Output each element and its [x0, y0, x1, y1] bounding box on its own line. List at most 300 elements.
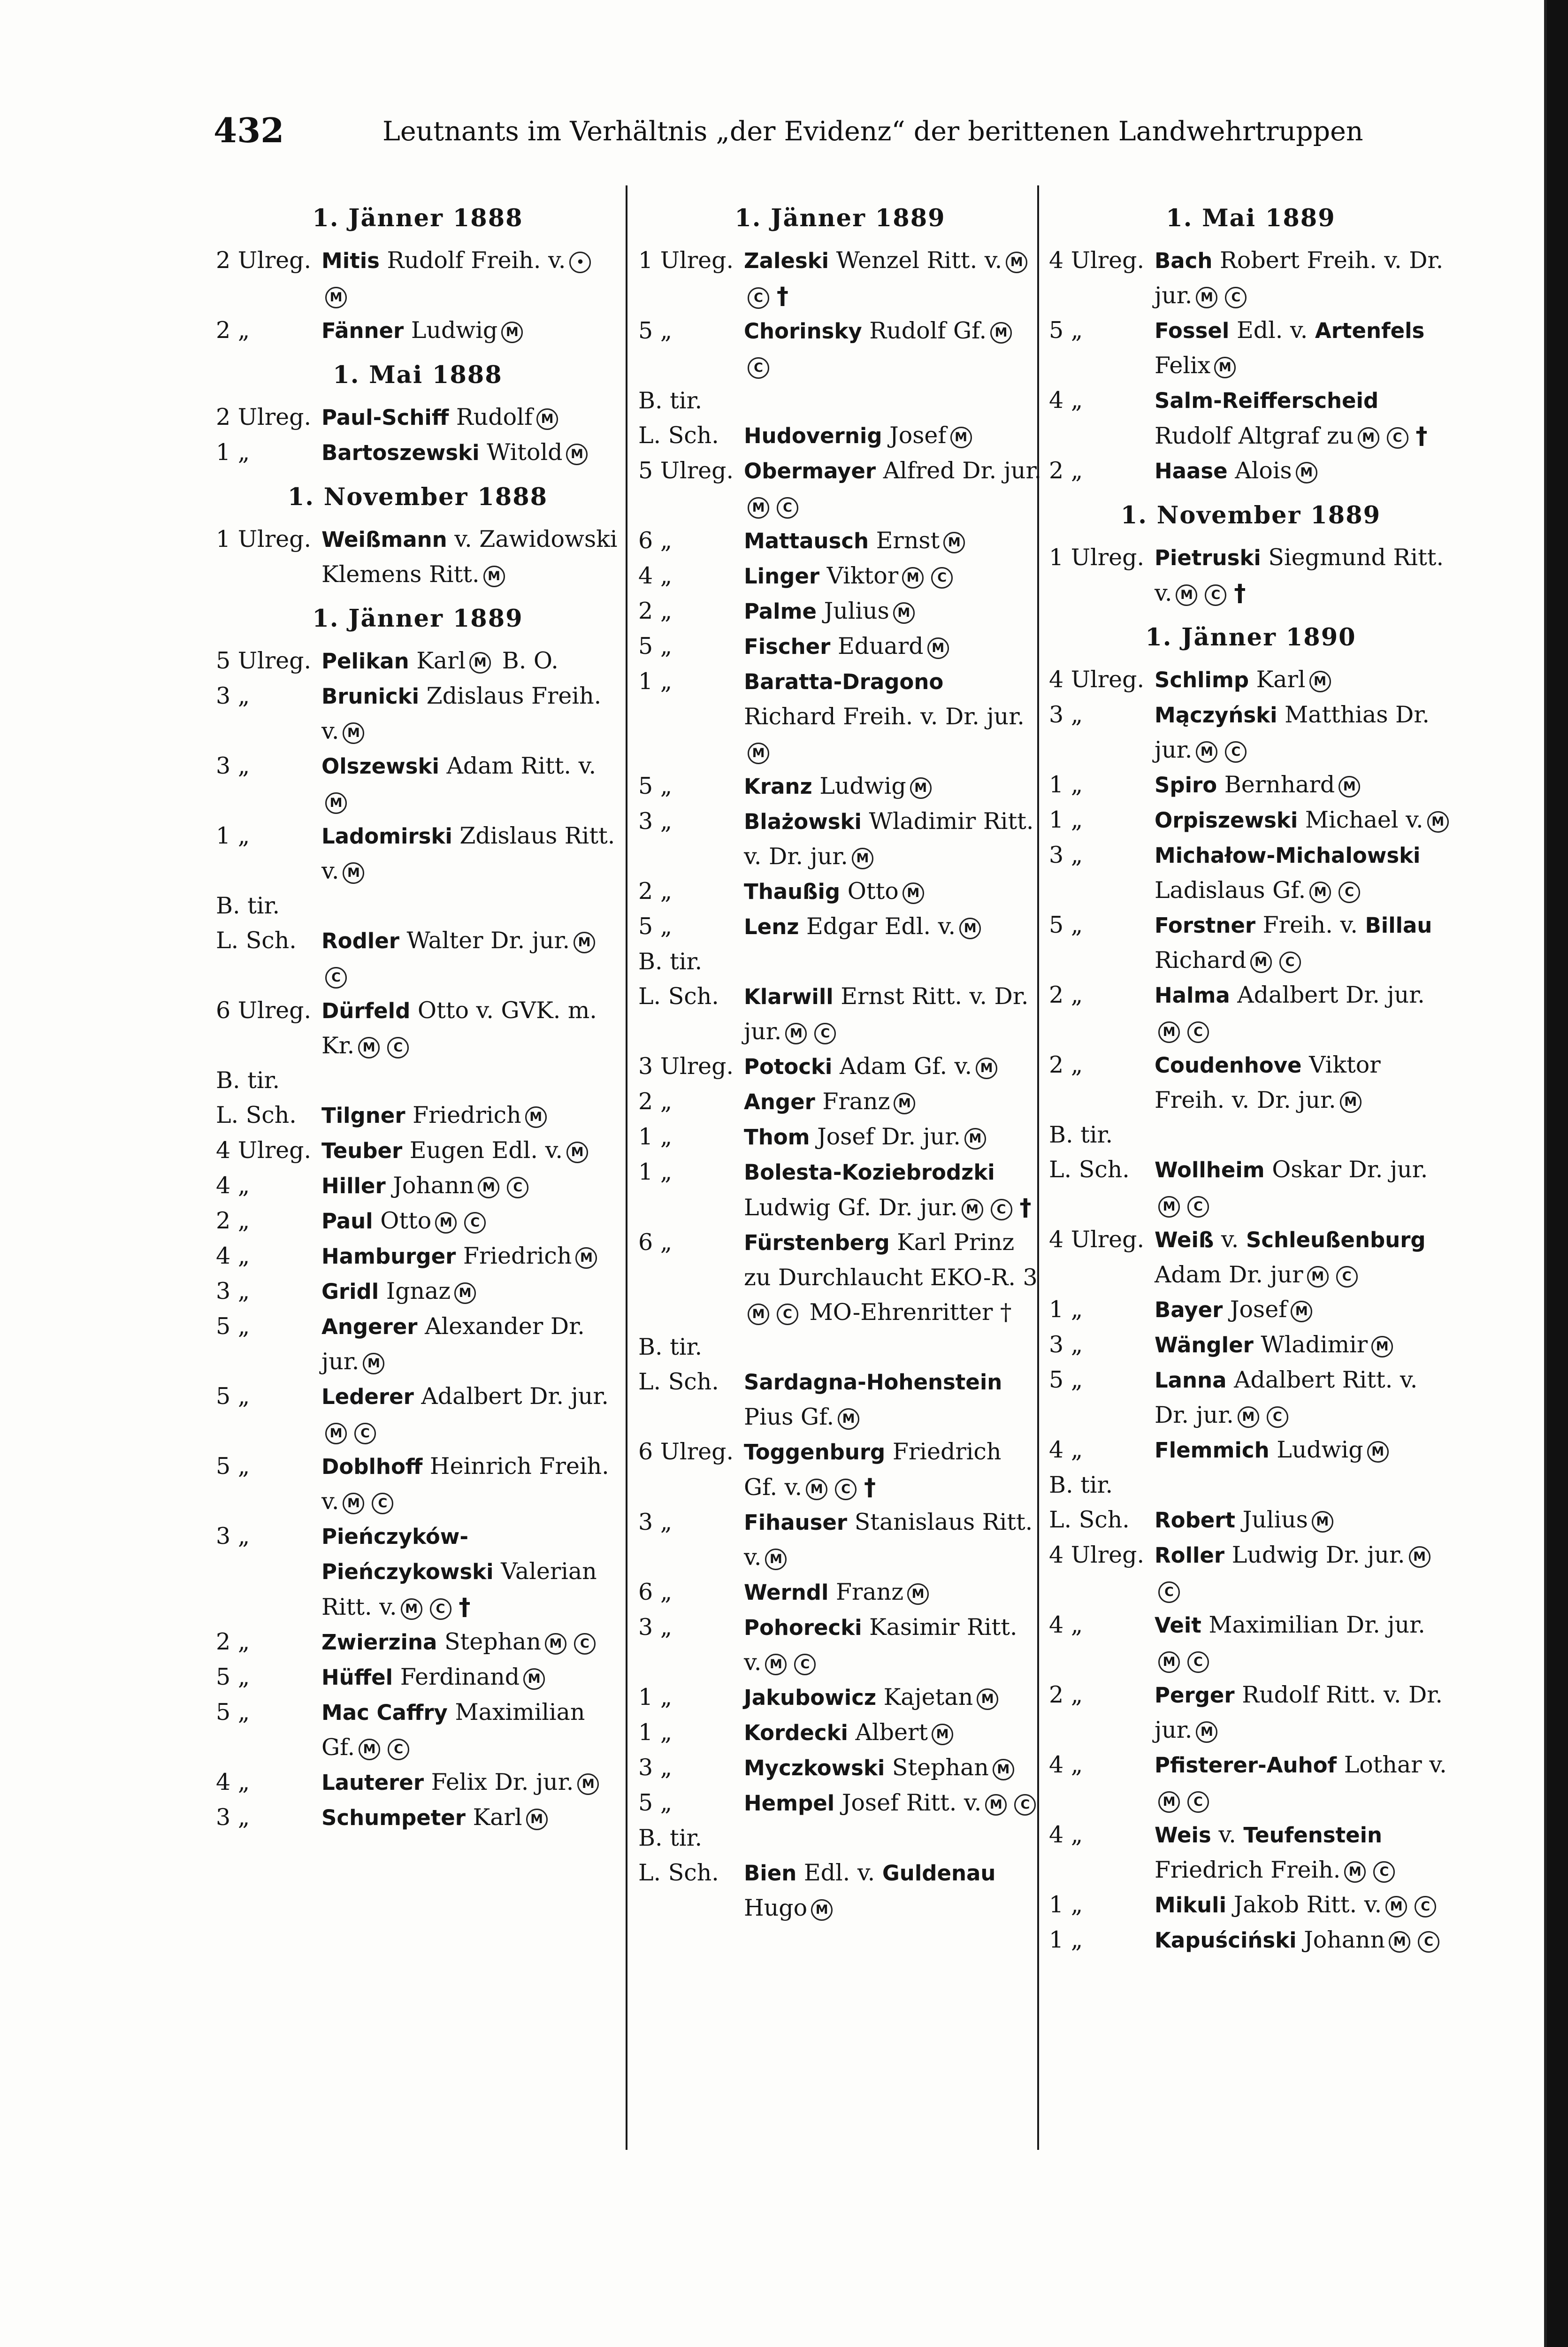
surname: Bien	[744, 1861, 797, 1886]
surname: Weiß	[1155, 1227, 1214, 1252]
cross-icon: †	[1019, 1194, 1032, 1221]
entry-text	[744, 243, 1042, 314]
medal-m-icon: M	[962, 1199, 983, 1220]
list-item	[1049, 767, 1453, 803]
medal-m-icon: M	[1158, 1791, 1180, 1813]
unit-number: B. tir.	[638, 1825, 703, 1851]
given-name: Friedrich Freih.	[1155, 1856, 1341, 1883]
surname: Lenz	[744, 914, 799, 939]
list-item	[638, 1786, 1042, 1821]
medal-m-icon: M	[1176, 584, 1197, 606]
list-item	[638, 1365, 1042, 1434]
medal-m-icon: M	[536, 408, 558, 430]
surname-suffix: Teufenstein	[1243, 1823, 1383, 1848]
unit-number: 4 „	[1049, 1821, 1083, 1848]
copyright-c-icon: C	[1415, 1896, 1436, 1917]
surname: Fihauser	[744, 1510, 848, 1535]
surname-suffix: Guldenau	[882, 1861, 996, 1886]
given-name: Karl	[1256, 666, 1306, 693]
given-name: Edl. v.	[803, 1859, 875, 1886]
given-name: Stanislaus Ritt. v.	[744, 1509, 1033, 1571]
entry-text	[1155, 1818, 1453, 1887]
given-name: Heinrich Freih. v.	[321, 1453, 609, 1515]
list-item	[216, 923, 620, 993]
entry-text	[744, 1155, 1042, 1225]
copyright-c-icon: C	[1418, 1931, 1439, 1953]
copyright-c-icon: C	[507, 1177, 528, 1198]
entry-text	[321, 889, 620, 923]
unit-number: 2 „	[1049, 1051, 1083, 1078]
entry-text	[744, 769, 1042, 804]
list-item	[216, 435, 620, 470]
given-name: Josef Ritt. v.	[841, 1789, 982, 1816]
entry-text	[744, 1750, 1042, 1786]
unit-number: 1 „	[1049, 806, 1083, 833]
column-right	[1049, 202, 1453, 1958]
copyright-c-icon: C	[814, 1023, 836, 1044]
surname: Bolesta-Koziebrodzki	[744, 1160, 995, 1185]
unit-number: 3 „	[638, 1614, 673, 1641]
medal-m-icon: M	[363, 1353, 384, 1374]
medal-m-icon: M	[1409, 1546, 1430, 1568]
list-item	[638, 1680, 1042, 1715]
unit-number: 1 „	[638, 1719, 673, 1746]
medal-m-icon: M	[893, 602, 915, 624]
unit-number: B. tir.	[1049, 1121, 1113, 1148]
list-item	[216, 1309, 620, 1379]
surname: Pelikan	[321, 649, 409, 674]
surname: Fürstenberg	[744, 1230, 890, 1255]
given-name: Adam Ritt. v.	[446, 752, 597, 779]
surname: Schlimp	[1155, 667, 1249, 692]
surname: Potocki	[744, 1054, 833, 1079]
medal-m-icon: M	[1158, 1021, 1180, 1043]
unit-number: 4 „	[1049, 387, 1083, 414]
entry-text	[744, 1680, 1042, 1715]
unit-number: 5 „	[216, 1313, 250, 1340]
given-name: Eduard	[837, 633, 924, 660]
surname: Mitis	[321, 248, 380, 273]
entry-text	[321, 1379, 620, 1449]
medal-m-icon: M	[501, 322, 523, 343]
medal-m-icon: M	[545, 1633, 566, 1655]
list-item	[1049, 838, 1453, 908]
medal-m-icon: M	[1367, 1441, 1389, 1463]
unit-number: 2 „	[1049, 457, 1083, 484]
copyright-c-icon: C	[1158, 1581, 1180, 1603]
medal-m-icon: M	[1385, 1896, 1407, 1917]
list-item	[216, 1449, 620, 1519]
given-name: Rudolf Gf.	[869, 317, 987, 344]
list-item	[638, 769, 1042, 804]
surname: Werndl	[744, 1580, 829, 1605]
list-item	[1049, 1468, 1453, 1503]
surname: Hudovernig	[744, 423, 882, 448]
column-left	[216, 202, 620, 1835]
medal-m-icon: M	[1196, 287, 1217, 308]
list-item	[216, 1660, 620, 1695]
medal-m-icon: M	[964, 1128, 986, 1150]
medal-m-icon: M	[1312, 1511, 1333, 1533]
list-item	[638, 804, 1042, 874]
copyright-c-icon: C	[354, 1423, 376, 1444]
list-item	[638, 1330, 1042, 1365]
entry-text	[1155, 838, 1453, 908]
list-item	[638, 1821, 1042, 1856]
entry-text	[1155, 1887, 1453, 1923]
copyright-c-icon: C	[1267, 1406, 1288, 1428]
surname: Coudenhove	[1155, 1053, 1302, 1078]
medal-m-icon: M	[1238, 1406, 1259, 1428]
entry-text	[321, 1625, 620, 1660]
list-item	[638, 1049, 1042, 1084]
given-name: Edgar Edl. v.	[806, 913, 956, 940]
list-item	[216, 1204, 620, 1239]
surname: Pietruski	[1155, 545, 1261, 570]
surname: Wollheim	[1155, 1158, 1265, 1182]
copyright-c-icon: C	[325, 967, 347, 989]
surname: Spiro	[1155, 773, 1217, 798]
date-heading: 1. Mai 1889	[1166, 204, 1336, 232]
list-item	[1049, 1818, 1453, 1887]
entry-text	[321, 1063, 620, 1098]
surname-suffix: Artenfels	[1315, 318, 1425, 343]
unit-number: 1 Ulreg.	[216, 526, 312, 552]
list-item	[1049, 1363, 1453, 1433]
copyright-c-icon: C	[1339, 882, 1360, 903]
given-name: Alexander Dr. jur.	[321, 1313, 585, 1375]
entry-text	[1155, 1538, 1453, 1608]
copyright-c-icon: C	[464, 1212, 486, 1234]
given-name: Julius	[824, 598, 889, 624]
entry-tail: MO-Ehrenritter †	[809, 1299, 1012, 1326]
entry-text	[744, 804, 1042, 874]
medal-m-icon: M	[577, 1773, 599, 1795]
surname: Mattausch	[744, 529, 869, 553]
surname: Weißmann	[321, 527, 447, 552]
given-name: Ludwig Dr. jur.	[1231, 1542, 1405, 1568]
given-name: Ignaz	[386, 1278, 451, 1304]
unit-number: 1 „	[1049, 1296, 1083, 1323]
entry-text	[1155, 1292, 1453, 1327]
given-name: Zdislaus Ritt. v.	[321, 822, 615, 884]
surname: Kordecki	[744, 1720, 848, 1745]
entry-text	[744, 944, 1042, 979]
entry-text	[1155, 1468, 1453, 1503]
copyright-c-icon: C	[1225, 287, 1247, 308]
medal-m-icon: M	[976, 1058, 997, 1079]
medal-m-icon: M	[525, 1106, 547, 1128]
unit-number: L. Sch.	[638, 422, 719, 449]
medal-m-icon: M	[325, 1423, 347, 1444]
unit-number: 3 „	[1049, 701, 1083, 728]
list-item	[638, 383, 1042, 418]
given-name: Bernhard	[1224, 771, 1335, 798]
unit-number: 2 Ulreg.	[216, 247, 312, 274]
entry-text	[744, 1575, 1042, 1610]
surname: Robert	[1155, 1508, 1236, 1533]
entry-text	[321, 1695, 620, 1765]
given-name: v.	[1221, 1226, 1239, 1253]
medal-m-icon: M	[1158, 1651, 1180, 1673]
column-middle	[638, 202, 1042, 1925]
copyright-c-icon: C	[1205, 584, 1226, 606]
list-item	[1049, 662, 1453, 698]
entry-text	[744, 909, 1042, 944]
unit-number: 5 „	[216, 1664, 250, 1690]
unit-number: L. Sch.	[638, 983, 719, 1010]
entry-tail: B. O.	[502, 647, 558, 674]
surname: Obermayer	[744, 459, 876, 483]
list-item	[1049, 313, 1453, 383]
medal-m-icon: M	[1344, 1861, 1366, 1883]
entry-text	[1155, 767, 1453, 803]
entry-text	[744, 629, 1042, 664]
unit-number: 1 „	[1049, 771, 1083, 798]
unit-number: 3 „	[638, 1754, 673, 1781]
entry-text	[1155, 313, 1453, 383]
medal-m-icon: M	[852, 848, 873, 869]
medal-m-icon: M	[932, 1724, 953, 1745]
surname: Flemmich	[1155, 1438, 1270, 1463]
given-name: Wladimir Ritt. v. Dr. jur.	[744, 808, 1034, 870]
date-heading: 1. Jänner 1888	[312, 204, 523, 232]
unit-number: 2 „	[1049, 982, 1083, 1008]
list-item	[638, 1155, 1042, 1225]
unit-number: 2 „	[216, 1207, 250, 1234]
entry-text	[1155, 662, 1453, 698]
unit-number: 3 „	[1049, 1331, 1083, 1358]
medal-m-icon: M	[574, 932, 595, 953]
list-item	[1049, 1538, 1453, 1608]
given-name: Rudolf Ritt. v. Dr. jur.	[1155, 1681, 1443, 1743]
given-name: v.	[1218, 1821, 1236, 1848]
entry-text	[321, 1098, 620, 1133]
medal-m-icon: M	[838, 1408, 859, 1430]
entry-text	[1155, 1327, 1453, 1363]
unit-number: 3 „	[216, 1523, 250, 1549]
unit-number: 4 „	[1049, 1611, 1083, 1638]
entry-text	[744, 314, 1042, 383]
unit-number: 1 Ulreg.	[1049, 544, 1145, 571]
copyright-c-icon: C	[388, 1739, 409, 1760]
unit-number: 3 „	[216, 752, 250, 779]
surname: Chorinsky	[744, 319, 862, 344]
unit-number: 5 „	[216, 1699, 250, 1726]
surname: Hamburger	[321, 1244, 456, 1269]
surname: Pfisterer-Auhof	[1155, 1753, 1337, 1778]
copyright-c-icon: C	[1336, 1266, 1358, 1288]
copyright-c-icon: C	[1373, 1861, 1395, 1883]
date-heading: 1. Jänner 1889	[734, 204, 946, 232]
entry-text	[321, 1204, 620, 1239]
surname: Brunicki	[321, 684, 420, 709]
given-name: Alois	[1235, 457, 1292, 484]
list-item	[638, 629, 1042, 664]
unit-number: 2 „	[216, 1628, 250, 1655]
given-name: Lothar v.	[1344, 1751, 1447, 1778]
date-heading: 1. Jänner 1889	[312, 605, 523, 633]
unit-number: 1 „	[216, 822, 250, 849]
surname: Bach	[1155, 248, 1213, 273]
entry-text	[321, 400, 620, 435]
list-item	[638, 1715, 1042, 1750]
medal-m-icon: M	[765, 1549, 787, 1570]
entry-text	[744, 1610, 1042, 1680]
medal-m-icon: M	[985, 1794, 1007, 1816]
list-item	[216, 993, 620, 1063]
list-item	[638, 314, 1042, 383]
medal-m-icon: M	[478, 1177, 499, 1198]
entry-text	[744, 1225, 1042, 1330]
entry-text	[1155, 1363, 1453, 1433]
entry-text	[321, 1765, 620, 1800]
given-name: Franz	[822, 1088, 890, 1115]
unit-number: B. tir.	[216, 892, 280, 919]
list-item	[638, 1750, 1042, 1786]
list-item	[638, 453, 1042, 523]
surname: Doblhoff	[321, 1454, 423, 1479]
entry-text	[744, 1434, 1042, 1505]
medal-m-icon: M	[748, 743, 769, 764]
medal-m-icon: M	[1371, 1336, 1393, 1358]
unit-number: 4 „	[216, 1243, 250, 1269]
given-name: Ludwig	[819, 773, 906, 799]
surname: Wängler	[1155, 1333, 1254, 1358]
entry-text	[321, 993, 620, 1063]
unit-number: 5 „	[1049, 912, 1083, 938]
given-name: Adalbert Dr. jur.	[421, 1383, 609, 1410]
entry-text	[1155, 978, 1453, 1048]
medal-m-icon: M	[575, 1247, 597, 1269]
entry-text	[1155, 453, 1453, 489]
list-item	[216, 679, 620, 749]
given-name: Felix Dr. jur.	[431, 1769, 574, 1795]
list-item	[216, 522, 620, 592]
given-name: v. Zawidowski Klemens Ritt.	[321, 526, 618, 588]
unit-number: L. Sch.	[1049, 1156, 1130, 1183]
surname: Dürfeld	[321, 998, 411, 1023]
unit-number: 3 „	[1049, 842, 1083, 868]
cross-icon: †	[777, 282, 788, 309]
entry-text	[744, 418, 1042, 453]
given-name: Eugen Edl. v.	[409, 1137, 563, 1164]
given-name: Viktor Freih. v. Dr. jur.	[1155, 1051, 1381, 1113]
given-name: Karl	[416, 647, 466, 674]
surname: Kapuściński	[1155, 1928, 1297, 1953]
entry-text	[1155, 1152, 1453, 1222]
entry-text	[1155, 1503, 1453, 1538]
list-item	[638, 874, 1042, 909]
copyright-c-icon: C	[748, 357, 769, 379]
entry-text	[744, 453, 1042, 523]
given-name: Maximilian Dr. jur.	[1209, 1611, 1425, 1638]
medal-m-icon: M	[943, 532, 965, 553]
copyright-c-icon: C	[777, 497, 798, 519]
entry-text	[1155, 698, 1453, 767]
entry-text	[1155, 540, 1453, 611]
medal-m-icon: M	[359, 1739, 380, 1760]
given-name: Edl. v.	[1236, 317, 1308, 344]
surname: Angerer	[321, 1314, 418, 1339]
unit-number: 1 „	[1049, 1891, 1083, 1918]
entry-text	[321, 749, 620, 819]
given-name: Otto v. GVK. m. Kr.	[321, 997, 597, 1059]
given-name: Ernst	[876, 527, 940, 554]
list-item	[216, 1519, 620, 1625]
medal-m-icon: M	[1006, 252, 1027, 273]
entry-text	[744, 1786, 1042, 1821]
entry-text	[744, 1049, 1042, 1084]
unit-number: 4 „	[1049, 1751, 1083, 1778]
medal-m-icon: M	[811, 1899, 833, 1921]
entry-text	[744, 523, 1042, 559]
entry-text	[744, 874, 1042, 909]
list-item	[638, 1120, 1042, 1155]
surname: Forstner	[1155, 913, 1256, 938]
entry-text	[744, 1505, 1042, 1575]
unit-number: 6 „	[638, 527, 673, 554]
copyright-c-icon: C	[387, 1037, 409, 1058]
list-item	[216, 1765, 620, 1800]
medal-m-icon: M	[1296, 462, 1317, 483]
surname: Paul-Schiff	[321, 405, 449, 430]
entry-text	[1155, 1678, 1453, 1748]
entry-text	[744, 1084, 1042, 1120]
given-name: Felix	[1155, 352, 1211, 379]
list-item	[216, 400, 620, 435]
surname: Baratta-Dragono	[744, 669, 944, 694]
given-name: Johann	[393, 1172, 474, 1199]
medal-m-icon: M	[358, 1037, 380, 1058]
surname-suffix: Schleußenburg	[1246, 1227, 1426, 1252]
surname: Myczkowski	[744, 1756, 885, 1780]
surname: Michałow-Michalowski	[1155, 843, 1421, 868]
entry-text	[1155, 1222, 1453, 1292]
medal-m-icon: M	[1291, 1301, 1312, 1322]
given-name: Friedrich	[463, 1243, 572, 1269]
medal-m-icon: M	[1158, 1196, 1180, 1218]
unit-number: 1 „	[1049, 1926, 1083, 1953]
surname: Halma	[1155, 983, 1230, 1008]
given-name: Albert	[855, 1719, 928, 1746]
given-name: Michael v.	[1305, 806, 1423, 833]
medal-m-icon: M	[469, 652, 491, 674]
unit-number: 5 „	[1049, 317, 1083, 344]
surname: Anger	[744, 1089, 815, 1114]
unit-number: 3 „	[638, 1509, 673, 1535]
medal-m-icon: M	[1389, 1931, 1410, 1953]
given-name: Julius	[1242, 1506, 1308, 1533]
copyright-c-icon: C	[1014, 1794, 1036, 1816]
page-header	[214, 110, 1363, 153]
list-item	[1049, 1503, 1453, 1538]
surname: Fänner	[321, 318, 404, 343]
given-name: Walter Dr. jur.	[406, 927, 570, 954]
list-item	[638, 1505, 1042, 1575]
surname: Perger	[1155, 1683, 1235, 1708]
entry-text	[744, 1715, 1042, 1750]
medal-m-icon: M	[566, 1142, 588, 1163]
list-item	[216, 1800, 620, 1835]
surname: Toggenburg	[744, 1440, 886, 1465]
unit-number: 3 Ulreg.	[638, 1053, 734, 1080]
list-item	[638, 1434, 1042, 1505]
unit-number: 5 „	[1049, 1366, 1083, 1393]
surname: Mac Caffry	[321, 1700, 448, 1725]
surname: Bayer	[1155, 1297, 1223, 1322]
medal-m-icon: M	[927, 637, 949, 659]
